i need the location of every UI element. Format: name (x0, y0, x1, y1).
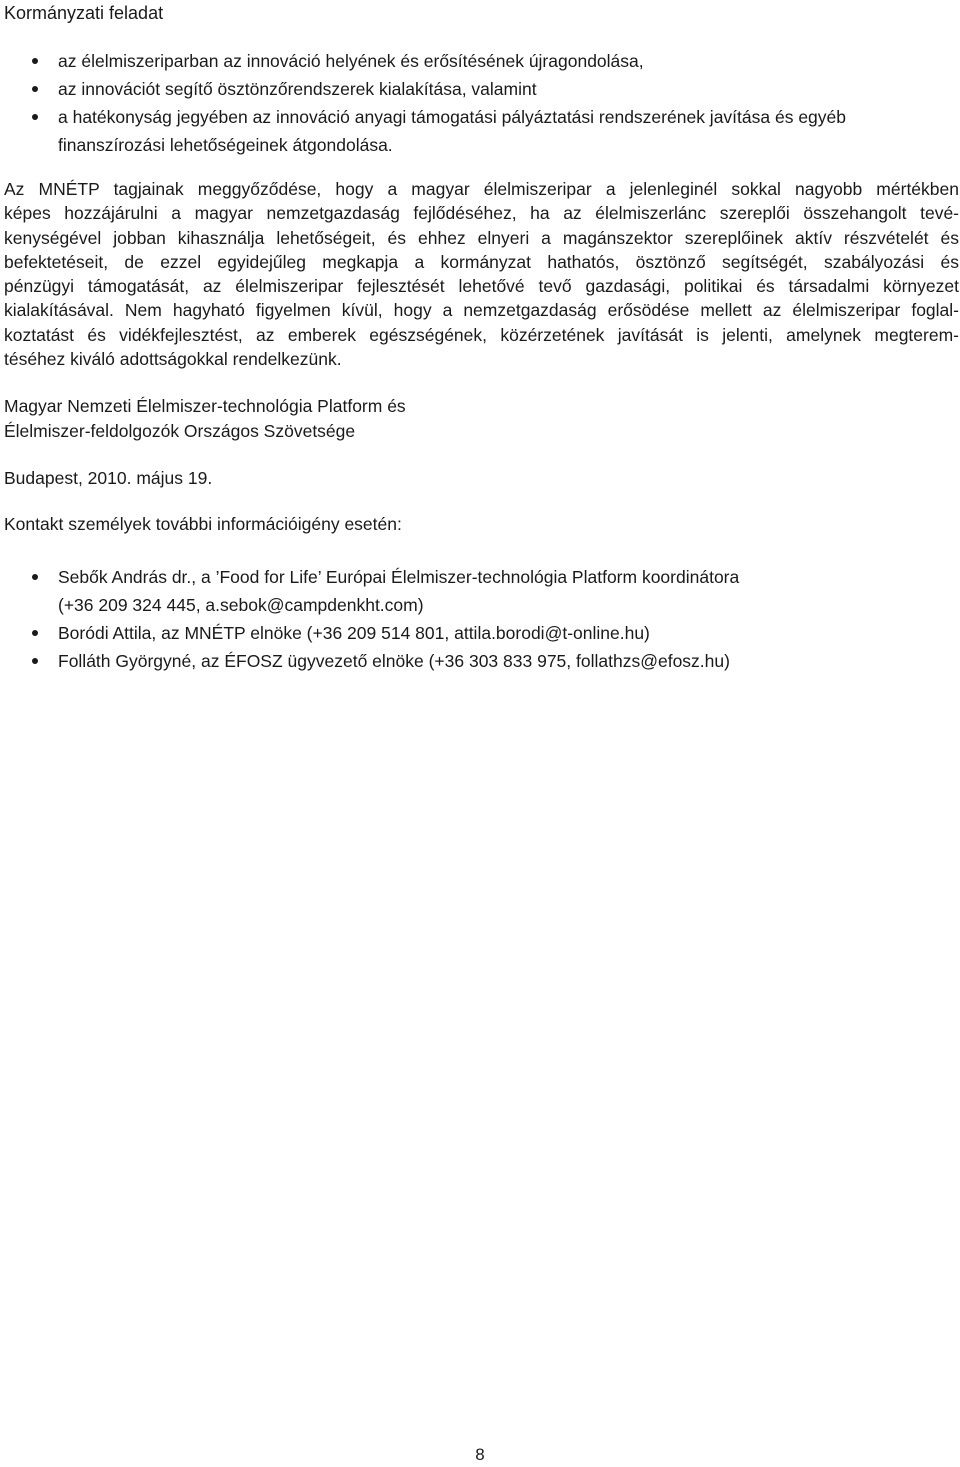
body-paragraph (4, 177, 959, 371)
bullet-icon (32, 658, 38, 664)
paragraph-line: Az MNÉTP tagjainak meggyőződése, hogy a magyar élelmiszeripar a jelenleginél sokkal nagyobb mértékben (4, 179, 959, 199)
paragraph-line: képes hozzájárulni a magyar nemzetgazdaság fejlődéséhez, ha az élelmiszerlánc szereplői összehangolt tevé- (4, 203, 959, 224)
paragraph-line: koztatást és vidékfejlesztést, az emberek egészségének, közérzetének javítását is jelenti, amelynek megterem- (4, 324, 959, 345)
list-item (0, 75, 960, 103)
bullet-icon (32, 114, 38, 120)
list-item-text: a hatékonyság jegyében az innováció anyagi támogatási pályáztatási rendszerének javítása és egyéb (58, 107, 847, 127)
list-item-text: Sebők András dr., a ’Food for Life’ Európai Élelmiszer-technológia Platform koordinátora (58, 567, 740, 587)
list-item-text: az innovációt segítő ösztönzőrendszerek kialakítása, valamint (58, 79, 537, 99)
contacts-heading: Kontakt személyek további információigény esetén: (4, 514, 402, 534)
contact-list (0, 563, 960, 675)
list-item (0, 563, 960, 619)
paragraph-line: befektetéseit, de ezzel egyidejűleg megkapja a kormányzat hathatós, ösztönző segítségét, szabályozási és (4, 251, 959, 272)
list-item-text: az élelmiszeriparban az innováció helyének és erősítésének újragondolása, (58, 51, 644, 71)
bullet-icon (32, 630, 38, 636)
bullet-icon (32, 86, 38, 92)
bullet-icon (32, 574, 38, 580)
paragraph-line: kenységével jobban kihasználja lehetőségeit, és ehhez elnyeri a magánszektor szereplőinek aktív részvételét és (4, 227, 959, 248)
document-date: Budapest, 2010. május 19. (4, 468, 213, 488)
list-item (0, 47, 960, 75)
list-item-text: (+36 209 324 445, a.sebok@campdenkht.com) (58, 595, 424, 615)
signature-line: Magyar Nemzeti Élelmiszer-technológia Platform és (4, 396, 406, 416)
list-item (0, 619, 960, 647)
list-item-text: Folláth Györgyné, az ÉFOSZ ügyvezető elnöke (+36 303 833 975, follathzs@efosz.hu) (58, 651, 730, 671)
paragraph-line: pénzügyi támogatását, az élelmiszeripar fejlesztését lehetővé tevő gazdasági, politikai és társadalmi környezet (4, 276, 959, 297)
signature-line: Élelmiszer-feldolgozók Országos Szövetsége (4, 420, 356, 441)
section-title: Kormányzati feladat (4, 3, 164, 23)
list-item-text: Boródi Attila, az MNÉTP elnöke (+36 209 514 801, attila.borodi@t-online.hu) (58, 623, 650, 643)
list-item (0, 647, 960, 675)
paragraph-line: téséhez kiváló adottságokkal rendelkezünk. (4, 349, 342, 370)
page-number: 8 (475, 1445, 485, 1464)
signature-block (4, 394, 406, 443)
paragraph-line: kialakításával. Nem hagyható figyelmen kívül, hogy a nemzetgazdaság erősödése mellett az élelmiszeripar foglal- (4, 300, 959, 321)
list-item (0, 103, 960, 159)
task-list (0, 47, 960, 159)
list-item-text: finanszírozási lehetőségeinek átgondolása. (58, 135, 393, 155)
bullet-icon (32, 58, 38, 64)
